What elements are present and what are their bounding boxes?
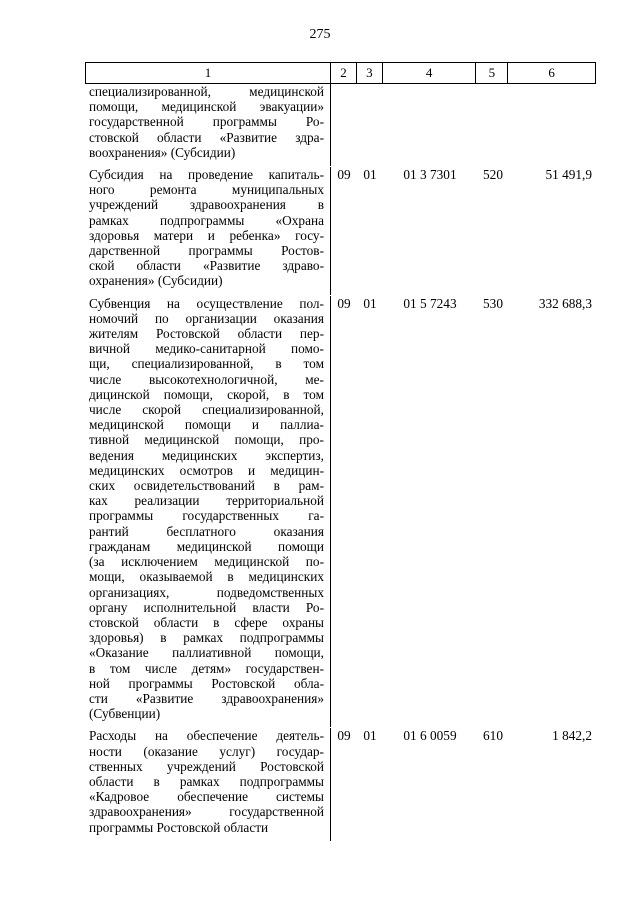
description-line: (за исключением медицинской по- (89, 554, 324, 570)
section-code: 09 (337, 167, 351, 183)
description-line: ственных учреждений Ростовской (89, 758, 324, 774)
table-header-row (85, 62, 596, 84)
description-line: организациях, подведомственных (89, 584, 324, 600)
description-line: ведения медицинских экспертиз, (89, 447, 324, 463)
amount-value: 1 842,2 (552, 728, 592, 744)
description-line: охранения» (Субсидии) (89, 273, 223, 289)
description-line: в том числе детям» государствен- (89, 660, 324, 676)
header-col-5: 5 (476, 63, 508, 83)
description-line: числе скорой специализированной, (89, 402, 324, 418)
description-line: государственной программы Ро- (89, 114, 324, 130)
description-line: сти «Развитие здравоохранения» (89, 690, 324, 706)
description-line: вичной медико-санитарной помо- (89, 341, 324, 357)
amount-value (509, 84, 596, 166)
table-row (85, 166, 596, 295)
description-line: числе высокотехнологичной, ме- (89, 371, 324, 387)
description-line: жителям Ростовской области пер- (89, 326, 324, 342)
description-line: тивной медицинской помощи, про- (89, 432, 324, 448)
expense-type-code: 520 (483, 167, 503, 183)
subsection-code: 01 (363, 728, 377, 744)
description-line: специализированной, медицинской (89, 84, 324, 99)
description-line: программы государственных га- (89, 508, 324, 524)
description-line: номочий по организации оказания (89, 310, 324, 326)
subsection-code: 01 (363, 167, 377, 183)
table-row (85, 295, 596, 728)
description-line: ских освидетельствований в рам- (89, 478, 324, 494)
description-line: ной программы Ростовской обла- (89, 675, 324, 691)
description-line: стовской области в сфере охраны (89, 614, 324, 630)
description-line: рамках подпрограммы «Охрана (89, 212, 324, 228)
description-line: здоровья) в рамках подпрограммы (89, 630, 324, 646)
header-col-3: 3 (357, 63, 383, 83)
description-line: ности (оказание услуг) государ- (89, 743, 324, 759)
row-description (85, 84, 331, 166)
description-line: «Оказание паллиативной помощи, (89, 645, 324, 661)
subsection-code: 01 (363, 295, 377, 311)
header-col-6: 6 (548, 65, 555, 80)
description-line: Субсидия на проведение капиталь- (89, 167, 324, 183)
row-description (85, 728, 331, 840)
target-article-code: 01 3 7301 (403, 167, 457, 183)
expense-type-code: 530 (483, 295, 503, 311)
row-description (85, 296, 331, 728)
description-line: мощи, оказываемой в медицинских (89, 569, 324, 585)
description-line: медицинской помощи и паллиа- (89, 417, 324, 433)
description-line: области в рамках подпрограммы (89, 773, 324, 789)
expense-type-code: 610 (483, 728, 503, 744)
description-line: рантий бесплатного оказания (89, 523, 324, 539)
budget-table (85, 62, 596, 841)
description-line: дарственной программы Ростов- (89, 243, 324, 259)
description-line: здоровья матери и ребенка» госу- (89, 227, 324, 243)
amount-value: 332 688,3 (538, 295, 592, 311)
description-line: медицинских осмотров и медицин- (89, 462, 324, 478)
description-line: помощи, медицинской эвакуации» (89, 99, 324, 115)
target-article-code: 01 5 7243 (403, 295, 457, 311)
header-col-2: 2 (331, 63, 357, 83)
description-line: «Кадровое обеспечение системы (89, 789, 324, 805)
description-line: щи, специализированной, в том (89, 356, 324, 372)
description-line: ного ремонта муниципальных (89, 182, 324, 198)
target-article-code: 01 6 0059 (403, 728, 457, 744)
description-line: здравоохранения» государственной (89, 804, 324, 820)
header-col-1: 1 (86, 63, 331, 83)
description-line: Субвенция на осуществление пол- (89, 295, 324, 311)
section-code (331, 84, 357, 166)
description-line: дицинской помощи, скорой, в том (89, 386, 324, 402)
section-code: 09 (337, 728, 351, 744)
amount-value: 51 491,9 (545, 167, 592, 183)
table-row (85, 84, 596, 166)
description-line: ской области «Развитие здраво- (89, 258, 324, 274)
description-line: стовской области «Развитие здра- (89, 129, 324, 145)
section-code: 09 (337, 295, 351, 311)
description-line: (Субвенции) (89, 706, 161, 722)
description-line: программы Ростовской области (89, 819, 269, 835)
target-article-code (383, 84, 477, 166)
page-number: 275 (309, 27, 331, 42)
description-line: Расходы на обеспечение деятель- (89, 728, 324, 744)
table-body (85, 84, 596, 841)
header-col-4: 4 (383, 63, 477, 83)
description-line: органу исполнительной власти Ро- (89, 599, 324, 615)
table-row (85, 727, 596, 840)
description-line: ках реализации территориальной (89, 493, 324, 509)
description-line: учреждений здравоохранения в (89, 197, 324, 213)
description-line: воохранения» (Субсидии) (89, 144, 236, 160)
description-line: гражданам медицинской помощи (89, 538, 324, 554)
expense-type-code (477, 84, 509, 166)
subsection-code (357, 84, 383, 166)
row-description (85, 167, 331, 295)
